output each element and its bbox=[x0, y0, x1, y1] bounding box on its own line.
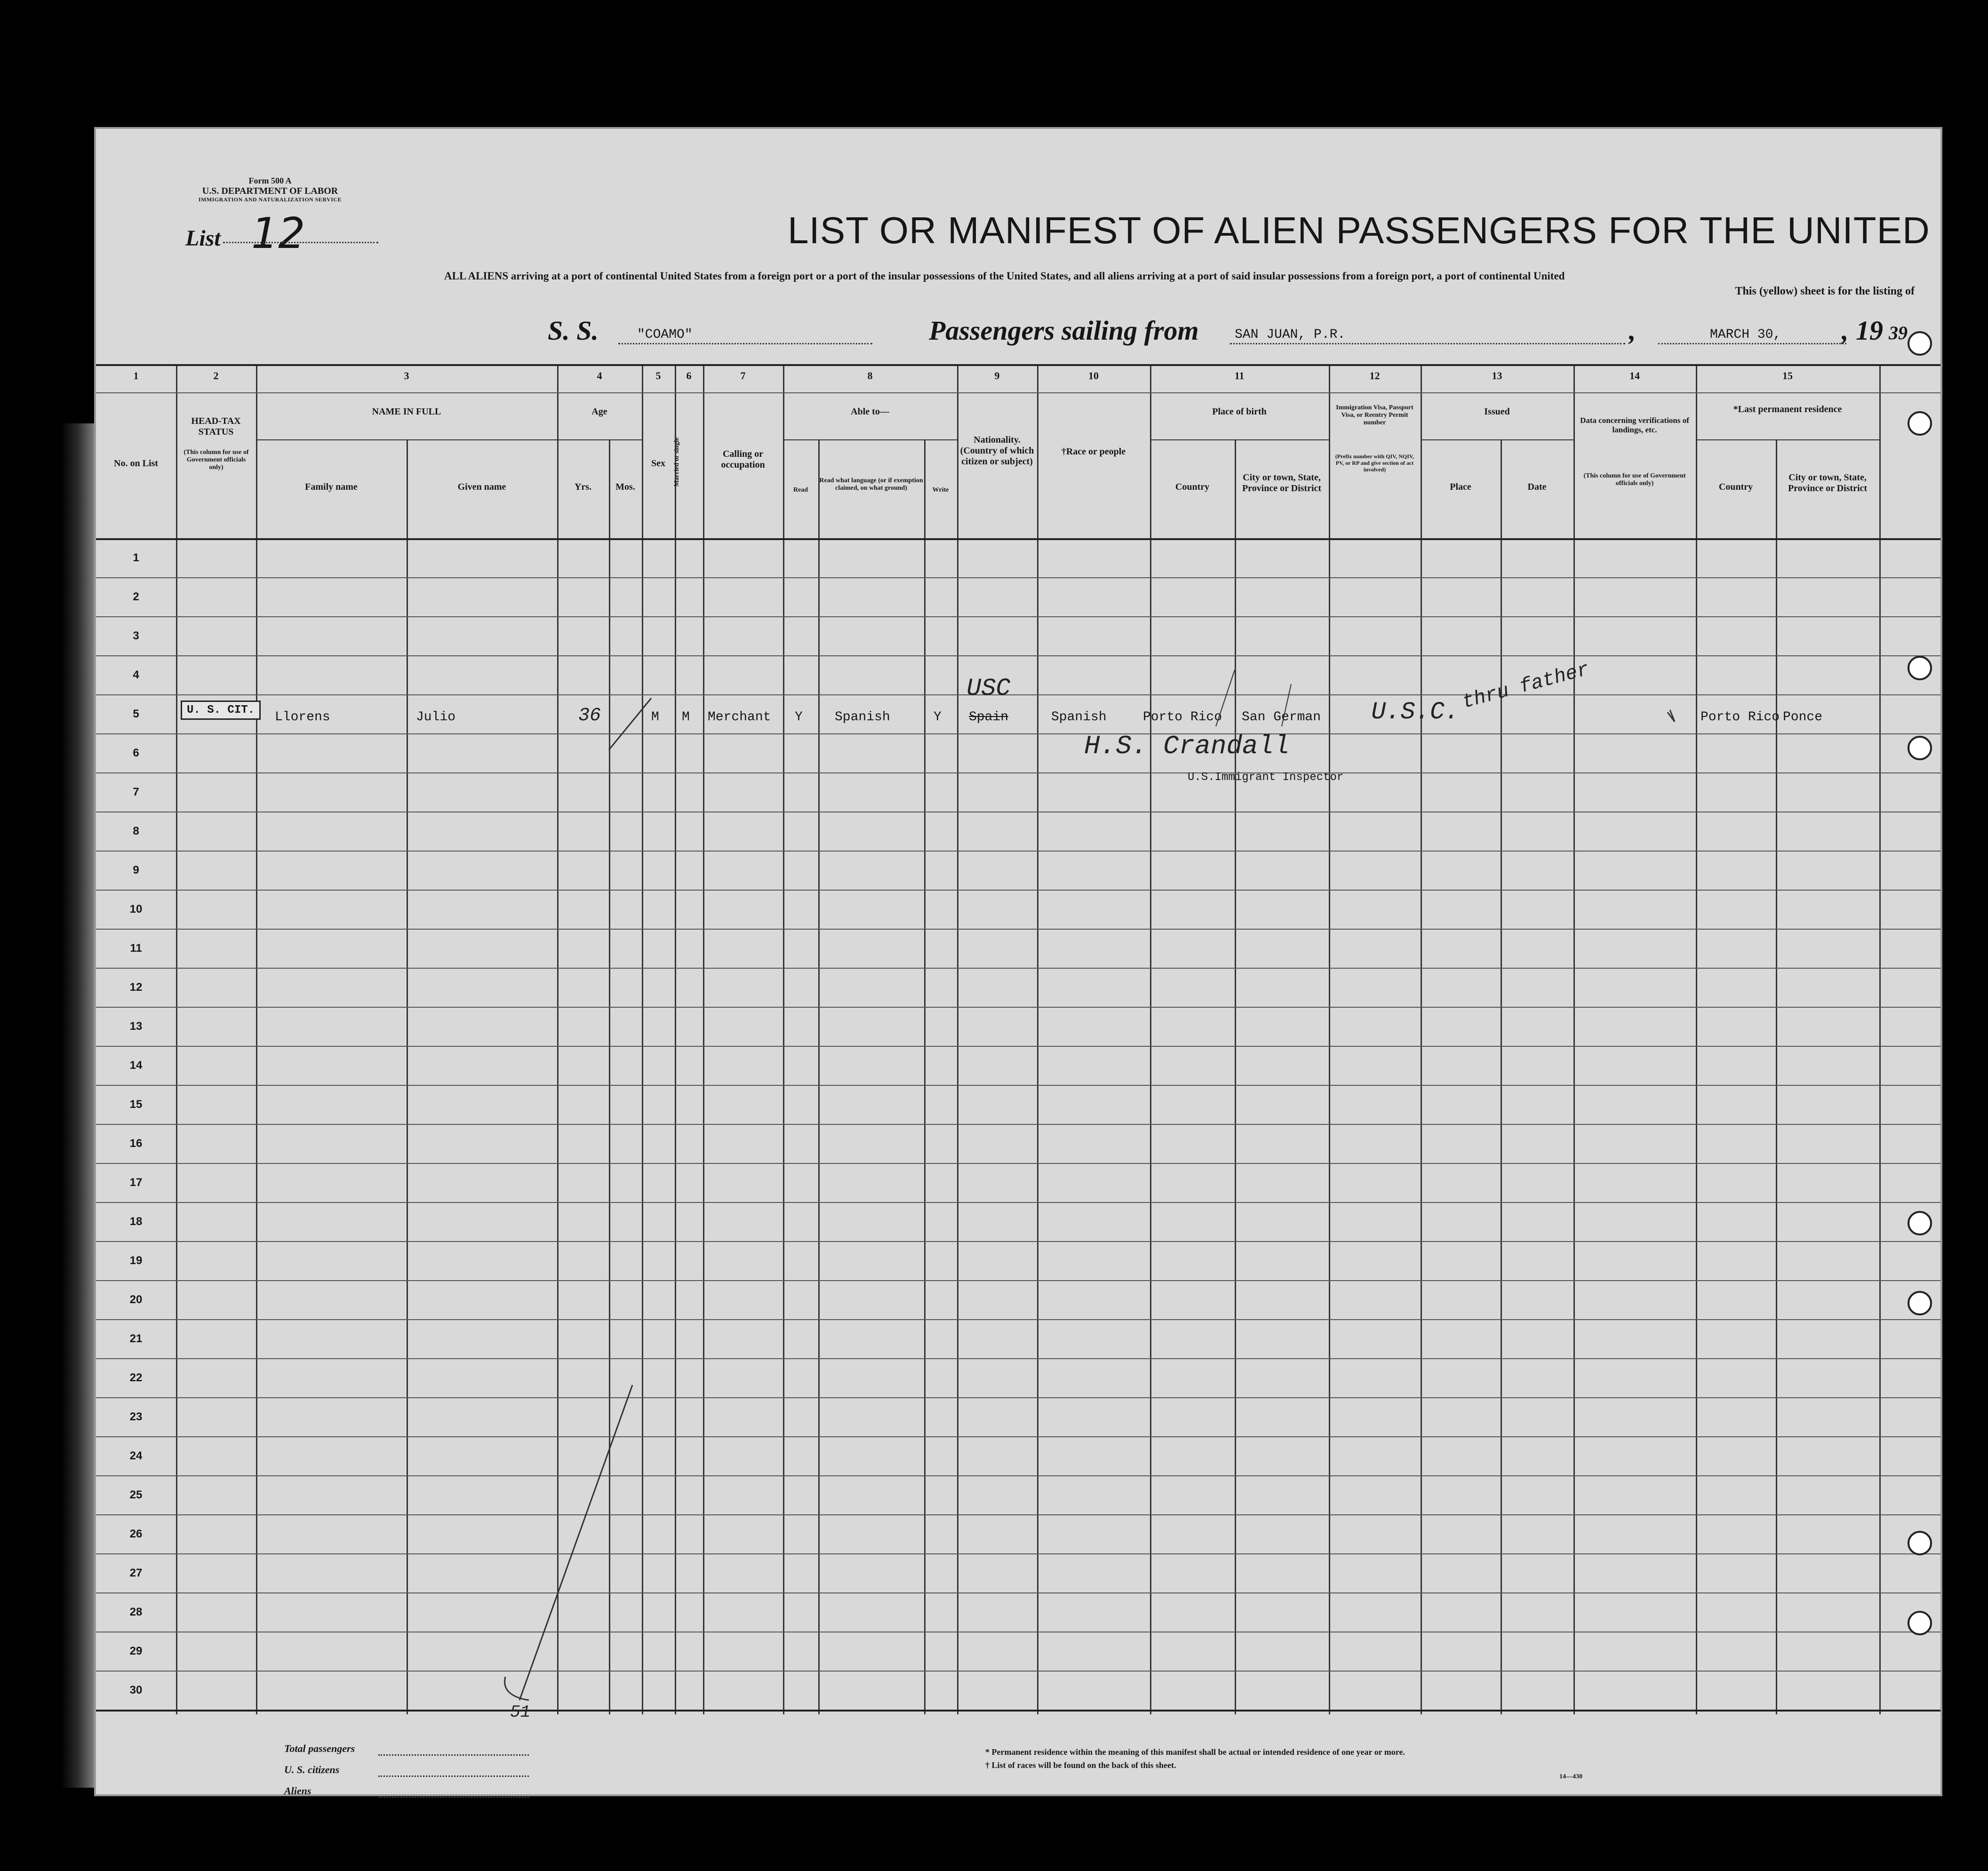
header-issued-date: Date bbox=[1527, 482, 1547, 492]
row-number: 25 bbox=[129, 1489, 143, 1501]
birth-country-cell: Porto Rico bbox=[1143, 710, 1222, 725]
age-years-cell: 36 bbox=[578, 705, 601, 726]
row-number: 19 bbox=[129, 1254, 143, 1267]
header-age: Age bbox=[591, 406, 607, 417]
family-name-cell: Llorens bbox=[275, 710, 330, 725]
inspector-title: U.S.Immigrant Inspector bbox=[1188, 771, 1344, 784]
binder-hole bbox=[1908, 736, 1932, 760]
given-name-cell: Julio bbox=[416, 710, 456, 725]
row-number: 20 bbox=[129, 1293, 143, 1306]
residence-country-cell: Porto Rico bbox=[1701, 710, 1780, 725]
col-number-13: 13 bbox=[1492, 370, 1502, 382]
language-cell: Spanish bbox=[835, 710, 890, 725]
instructions-line-2: This (yellow) sheet is for the listing of bbox=[1735, 285, 1915, 297]
header-family-name: Family name bbox=[305, 482, 358, 492]
col-number-11: 11 bbox=[1234, 370, 1245, 382]
header-read: Read bbox=[793, 486, 808, 494]
header-given-name: Given name bbox=[457, 482, 506, 492]
row-number: 29 bbox=[129, 1645, 143, 1657]
row-number: 24 bbox=[129, 1449, 143, 1462]
header-visa: Immigration Visa, Passport Visa, or Reentry Permit number bbox=[1336, 404, 1413, 427]
binder-hole bbox=[1908, 411, 1932, 436]
header-head-tax: HEAD-TAX STATUS bbox=[191, 416, 241, 437]
visa-handwritten: U.S.C. bbox=[1371, 698, 1460, 726]
binder-hole bbox=[1908, 331, 1932, 356]
instructions-line-1: ALL ALIENS arriving at a port of continental United States from a foreign port or a port of the insular possessions of the United States, and all aliens arriving at a port of said insular possessions from a foreign port, a port of continental United bbox=[444, 270, 1565, 282]
col-number-14: 14 bbox=[1629, 370, 1640, 382]
race-cell: Spanish bbox=[1051, 710, 1107, 725]
manifest-sheet: Form 500 A U.S. DEPARTMENT OF LABOR IMMIGRATION AND NATURALIZATION SERVICE List 12 LIST OR MANIFEST OF ALIEN PASSENGERS FOR THE UNITED ALL ALIENS arriving at a port of continental United States from a foreign port or a port of the insular possessions of the United States, and all aliens arriving at a port of said insular possessions from a foreign port, a port of continental United This (yellow) sheet is for the listing of S. S. "COAMO" Passengers sailing from SAN JUAN, P.R. , MARCH 30, , 19 39 1 2 3 4 5 6 7 8 9 10 11 12 13 14 15 No. on List HEAD-TAX STATUS (This column for use of Government officials only) NAME IN FULL Family name Given name Age Yrs. Mos. Sex Married or single Calling or occupation Able to— Read Read what language (or if exemption claimed, on what ground) Write Nationality. (Country of which citizen or subject) †Race or people Place of birth Country City or town, State, Province or District Immigration Visa, Passport Visa, or Reentry Permit number (Prefix number with QIV, NQIV, PV, or RP and give section of act involved) Issued Place Date Data concerning verifications of landings, etc. (This column for use of Government officials only) *Last permanent residence Country City or town, State, Province or District 1 2 3 4 5 6 7 8 9 10 11 12 13 14 15 16 17 18 19 20 21 22 23 24 25 26 27 28 29 30 U. S. CIT. Llorens Julio 36 M M Merchant Y Spanish Y Spain USC Spanish Porto Rico San German U.S.C. thru father Porto Rico Ponce H.S. Crandall U.S.Immigrant Inspector 51 Total passengers U. S. citizens Aliens * Permanent residence within the meaning of this manifest shall be actual or intended residence of one year or more. † List of races will be found on the back of this sheet. 14—430 bbox=[94, 127, 1942, 1796]
row-number: 9 bbox=[133, 864, 139, 876]
header-no-on-list: No. on List bbox=[114, 458, 158, 469]
header-issued: Issued bbox=[1484, 406, 1510, 417]
header-residence-city: City or town, State, Province or District bbox=[1788, 472, 1868, 494]
row-number: 16 bbox=[129, 1137, 143, 1150]
row-number: 3 bbox=[133, 629, 139, 642]
header-read-language: Read what language (or if exemption claimed, on what ground) bbox=[819, 477, 923, 492]
row-number: 2 bbox=[133, 590, 139, 603]
row-number: 1 bbox=[133, 551, 139, 564]
header-race: †Race or people bbox=[1061, 446, 1126, 457]
footer-total-passengers: Total passengers bbox=[284, 1743, 355, 1754]
header-place-of-birth: Place of birth bbox=[1212, 406, 1267, 417]
inspector-signature: H.S. Crandall bbox=[1084, 731, 1290, 761]
year-suffix: 39 bbox=[1889, 322, 1908, 343]
nationality-handwritten: USC bbox=[966, 675, 1011, 702]
col-number-4: 4 bbox=[597, 370, 602, 382]
write-cell: Y bbox=[934, 710, 942, 725]
header-birth-city: City or town, State, Province or District bbox=[1242, 472, 1322, 494]
list-label: List bbox=[185, 226, 221, 251]
header-head-tax-note: (This column for use of Government officials only) bbox=[184, 449, 249, 471]
header-sex: Sex bbox=[651, 458, 665, 469]
col-number-15: 15 bbox=[1782, 370, 1793, 382]
residence-city-cell: Ponce bbox=[1783, 710, 1823, 725]
row-number: 18 bbox=[129, 1215, 143, 1228]
read-cell: Y bbox=[795, 710, 803, 725]
year-prefix: 19 bbox=[1856, 315, 1883, 346]
nationality-struck-cell: Spain bbox=[969, 710, 1009, 725]
row-number: 22 bbox=[129, 1371, 143, 1384]
departure-date: MARCH 30, bbox=[1710, 327, 1781, 342]
service-name: IMMIGRATION AND NATURALIZATION SERVICE bbox=[198, 196, 342, 203]
birth-city-cell: San German bbox=[1242, 710, 1321, 725]
col-number-1: 1 bbox=[133, 370, 139, 382]
header-landing-note: (This column for use of Government officials only) bbox=[1583, 472, 1686, 487]
col-number-10: 10 bbox=[1088, 370, 1099, 382]
row-number: 13 bbox=[129, 1020, 143, 1033]
binder-hole bbox=[1908, 1211, 1932, 1235]
header-issued-place: Place bbox=[1450, 482, 1471, 492]
row-number: 7 bbox=[133, 786, 139, 798]
col-number-5: 5 bbox=[655, 370, 661, 382]
row-number: 21 bbox=[129, 1332, 143, 1345]
row-number: 17 bbox=[129, 1176, 143, 1189]
col-number-3: 3 bbox=[404, 370, 409, 382]
departure-port: SAN JUAN, P.R. bbox=[1235, 327, 1346, 342]
issued-handwritten: thru father bbox=[1460, 658, 1592, 714]
ship-name: "COAMO" bbox=[637, 327, 693, 342]
header-birth-country: Country bbox=[1175, 482, 1210, 492]
sailing-label: Passengers sailing from bbox=[929, 315, 1199, 346]
manifest-title: LIST OR MANIFEST OF ALIEN PASSENGERS FOR THE UNITED bbox=[788, 209, 1930, 251]
footnote-races: † List of races will be found on the back of this sheet. bbox=[985, 1760, 1176, 1770]
row-number: 28 bbox=[129, 1606, 143, 1618]
footer-aliens: Aliens bbox=[284, 1785, 311, 1797]
row-number: 5 bbox=[133, 708, 139, 720]
form-number: Form 500 A bbox=[248, 176, 292, 185]
header-last-residence: *Last permanent residence bbox=[1733, 404, 1842, 414]
row-number: 26 bbox=[129, 1528, 143, 1540]
head-tax-stamp: U. S. CIT. bbox=[181, 701, 261, 720]
row-number: 4 bbox=[133, 669, 139, 681]
header-calling: Calling or occupation bbox=[721, 449, 765, 470]
header-age-months: Mos. bbox=[615, 482, 635, 492]
footer-us-citizens: U. S. citizens bbox=[284, 1764, 340, 1775]
row-number: 10 bbox=[129, 903, 143, 916]
col-number-8: 8 bbox=[867, 370, 873, 382]
row-number: 6 bbox=[133, 747, 139, 759]
header-visa-note: (Prefix number with QIV, NQIV, PV, or RP and give section of act involved) bbox=[1335, 453, 1414, 473]
row-number: 8 bbox=[133, 825, 139, 837]
sex-cell: M bbox=[651, 710, 659, 725]
row-number: 30 bbox=[129, 1684, 143, 1696]
handwritten-marks bbox=[96, 129, 1940, 1794]
footnote-residence: * Permanent residence within the meaning of this manifest shall be actual or intended residence of one year or more. bbox=[985, 1747, 1405, 1757]
department-name: U.S. DEPARTMENT OF LABOR bbox=[202, 185, 338, 196]
row-number: 11 bbox=[130, 942, 142, 955]
col-number-9: 9 bbox=[994, 370, 1000, 382]
binder-hole bbox=[1908, 1531, 1932, 1555]
col-number-6: 6 bbox=[686, 370, 692, 382]
occupation-cell: Merchant bbox=[708, 710, 771, 725]
row-number: 27 bbox=[129, 1567, 143, 1579]
list-number: 12 bbox=[251, 209, 305, 258]
header-name-in-full: NAME IN FULL bbox=[372, 406, 441, 417]
row-number: 14 bbox=[129, 1059, 143, 1072]
row-number: 23 bbox=[129, 1410, 143, 1423]
header-nationality: Nationality. (Country of which citizen or subject) bbox=[960, 435, 1034, 467]
header-write: Write bbox=[932, 486, 949, 494]
col-number-2: 2 bbox=[213, 370, 219, 382]
binder-hole bbox=[1908, 1291, 1932, 1315]
marital-cell: M bbox=[682, 710, 690, 725]
footer-form-code: 14—430 bbox=[1559, 1773, 1582, 1780]
col-number-7: 7 bbox=[740, 370, 746, 382]
header-able-to: Able to— bbox=[851, 406, 889, 417]
tally-number: 51 bbox=[510, 1703, 531, 1722]
header-married-single: Married or single bbox=[673, 437, 680, 487]
ss-label: S. S. bbox=[548, 315, 599, 346]
binder-hole bbox=[1908, 1611, 1932, 1635]
header-age-years: Yrs. bbox=[574, 482, 592, 492]
row-number: 12 bbox=[129, 981, 143, 994]
row-number: 15 bbox=[129, 1098, 143, 1111]
header-residence-country: Country bbox=[1718, 482, 1753, 492]
col-number-12: 12 bbox=[1369, 370, 1380, 382]
binder-hole bbox=[1908, 656, 1932, 680]
header-landing-data: Data concerning verifications of landings, etc. bbox=[1580, 416, 1689, 434]
